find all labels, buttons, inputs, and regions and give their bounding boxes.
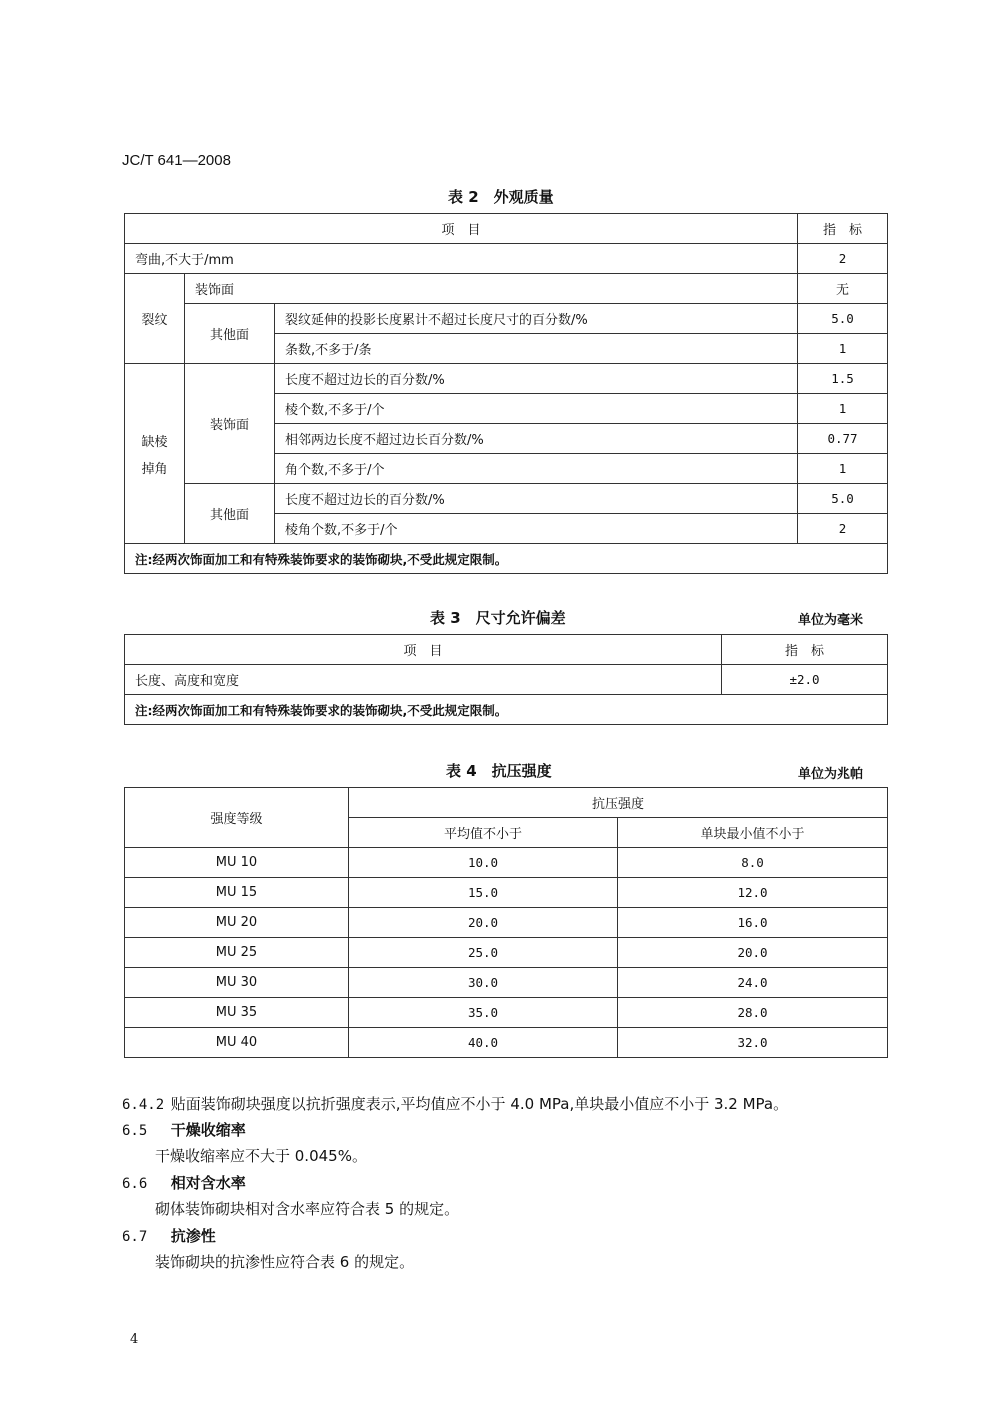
avg-cell: 40.0 (349, 1028, 618, 1058)
crack-count-label: 条数,不多于/条 (275, 334, 798, 364)
section-text: 贴面装饰砌块强度以抗折强度表示,平均值应不小于 4.0 MPa,单块最小值应不小于 3.2 MPa。 (170, 1095, 789, 1113)
section-6-6-heading (122, 1172, 246, 1193)
min-cell: 28.0 (618, 998, 888, 1028)
section-6-6-text: 砌体装饰砌块相对含水率应符合表 5 的规定。 (155, 1200, 460, 1218)
table4-compressive-strength (124, 787, 888, 1058)
section-6-7-heading (122, 1225, 216, 1246)
crack-count-value: 1 (798, 334, 888, 364)
section-6-4-2 (122, 1093, 788, 1114)
chip-other-len-label: 长度不超过边长的百分数/% (275, 484, 798, 514)
table3-note: 注:经两次饰面加工和有特殊装饰要求的装饰砌块,不受此规定限制。 (125, 695, 888, 725)
header-index: 指 标 (798, 214, 888, 244)
min-cell: 32.0 (618, 1028, 888, 1058)
table2-caption: 表 2 外观质量 (448, 188, 554, 206)
table3-size-deviation (124, 634, 888, 725)
table-row (125, 878, 888, 908)
avg-cell: 10.0 (349, 848, 618, 878)
avg-cell: 30.0 (349, 968, 618, 998)
page-number: 4 (130, 1332, 139, 1347)
table3-unit: 单位为毫米 (798, 613, 864, 628)
header-strength: 抗压强度 (349, 788, 888, 818)
grade-cell: MU 25 (125, 938, 349, 968)
crack-decor-value: 无 (798, 274, 888, 304)
chip-label-line2: 掉角 (141, 461, 168, 477)
section-heading: 相对含水率 (170, 1174, 246, 1192)
chip-decor-len-label: 长度不超过边长的百分数/% (275, 364, 798, 394)
bend-label: 弯曲,不大于/mm (125, 244, 798, 274)
grade-cell: MU 10 (125, 848, 349, 878)
header-min: 单块最小值不小于 (618, 818, 888, 848)
chip-label-line1: 缺棱 (141, 434, 168, 450)
section-number: 6.4.2 (122, 1097, 165, 1113)
grade-cell: MU 30 (125, 968, 349, 998)
chip-decor-corner-value: 1 (798, 454, 888, 484)
chip-other-count-label: 棱角个数,不多于/个 (275, 514, 798, 544)
header-item: 项 目 (125, 635, 722, 665)
document-code: JC/T 641—2008 (122, 152, 231, 169)
chip-decor-face: 装饰面 (185, 364, 275, 484)
chip-other-count-value: 2 (798, 514, 888, 544)
bend-value: 2 (798, 244, 888, 274)
table4-caption: 表 4 抗压强度 (446, 762, 552, 780)
avg-cell: 35.0 (349, 998, 618, 1028)
table3-caption: 表 3 尺寸允许偏差 (430, 609, 566, 627)
table-row (125, 968, 888, 998)
header-grade: 强度等级 (125, 788, 349, 848)
crack-other-face: 其他面 (185, 304, 275, 364)
chip-decor-edge-label: 棱个数,不多于/个 (275, 394, 798, 424)
table-row (125, 544, 888, 574)
section-6-5-heading (122, 1119, 246, 1140)
chip-decor-len-value: 1.5 (798, 364, 888, 394)
table-row (125, 484, 888, 514)
avg-cell: 25.0 (349, 938, 618, 968)
min-cell: 20.0 (618, 938, 888, 968)
table-row (125, 908, 888, 938)
size-row-value: ±2.0 (722, 665, 888, 695)
section-number: 6.5 (122, 1123, 148, 1139)
table-row (125, 635, 888, 665)
table4-unit: 单位为兆帕 (798, 767, 864, 782)
table-row (125, 304, 888, 334)
chip-decor-edge-value: 1 (798, 394, 888, 424)
min-cell: 12.0 (618, 878, 888, 908)
table-row (125, 244, 888, 274)
table-row (125, 788, 888, 818)
section-number: 6.7 (122, 1229, 148, 1245)
grade-cell: MU 20 (125, 908, 349, 938)
table2-appearance-quality (124, 213, 888, 574)
chip-decor-corner-label: 角个数,不多于/个 (275, 454, 798, 484)
section-heading: 干燥收缩率 (170, 1121, 246, 1139)
section-number: 6.6 (122, 1176, 148, 1192)
min-cell: 8.0 (618, 848, 888, 878)
table-row (125, 214, 888, 244)
grade-cell: MU 40 (125, 1028, 349, 1058)
crack-length-value: 5.0 (798, 304, 888, 334)
table-row (125, 848, 888, 878)
table-row (125, 364, 888, 394)
table2-note: 注:经两次饰面加工和有特殊装饰要求的装饰砌块,不受此规定限制。 (125, 544, 888, 574)
table-row (125, 1028, 888, 1058)
section-heading: 抗渗性 (170, 1227, 216, 1245)
section-6-5-text: 干燥收缩率应不大于 0.045%。 (155, 1147, 367, 1165)
crack-label: 裂纹 (125, 274, 185, 364)
table-row (125, 938, 888, 968)
table-row (125, 274, 888, 304)
crack-length-label: 裂纹延伸的投影长度累计不超过长度尺寸的百分数/% (275, 304, 798, 334)
header-item: 项 目 (125, 214, 798, 244)
size-row-label: 长度、高度和宽度 (125, 665, 722, 695)
chip-other-len-value: 5.0 (798, 484, 888, 514)
chip-decor-adj-value: 0.77 (798, 424, 888, 454)
grade-cell: MU 35 (125, 998, 349, 1028)
chip-other-face: 其他面 (185, 484, 275, 544)
table-row (125, 998, 888, 1028)
chip-label (125, 364, 185, 544)
table-row (125, 665, 888, 695)
header-avg: 平均值不小于 (349, 818, 618, 848)
section-6-7-text: 装饰砌块的抗渗性应符合表 6 的规定。 (155, 1253, 415, 1271)
crack-decor-face: 装饰面 (185, 274, 798, 304)
min-cell: 16.0 (618, 908, 888, 938)
table-row (125, 695, 888, 725)
avg-cell: 15.0 (349, 878, 618, 908)
min-cell: 24.0 (618, 968, 888, 998)
avg-cell: 20.0 (349, 908, 618, 938)
grade-cell: MU 15 (125, 878, 349, 908)
chip-decor-adj-label: 相邻两边长度不超过边长百分数/% (275, 424, 798, 454)
header-index: 指 标 (722, 635, 888, 665)
